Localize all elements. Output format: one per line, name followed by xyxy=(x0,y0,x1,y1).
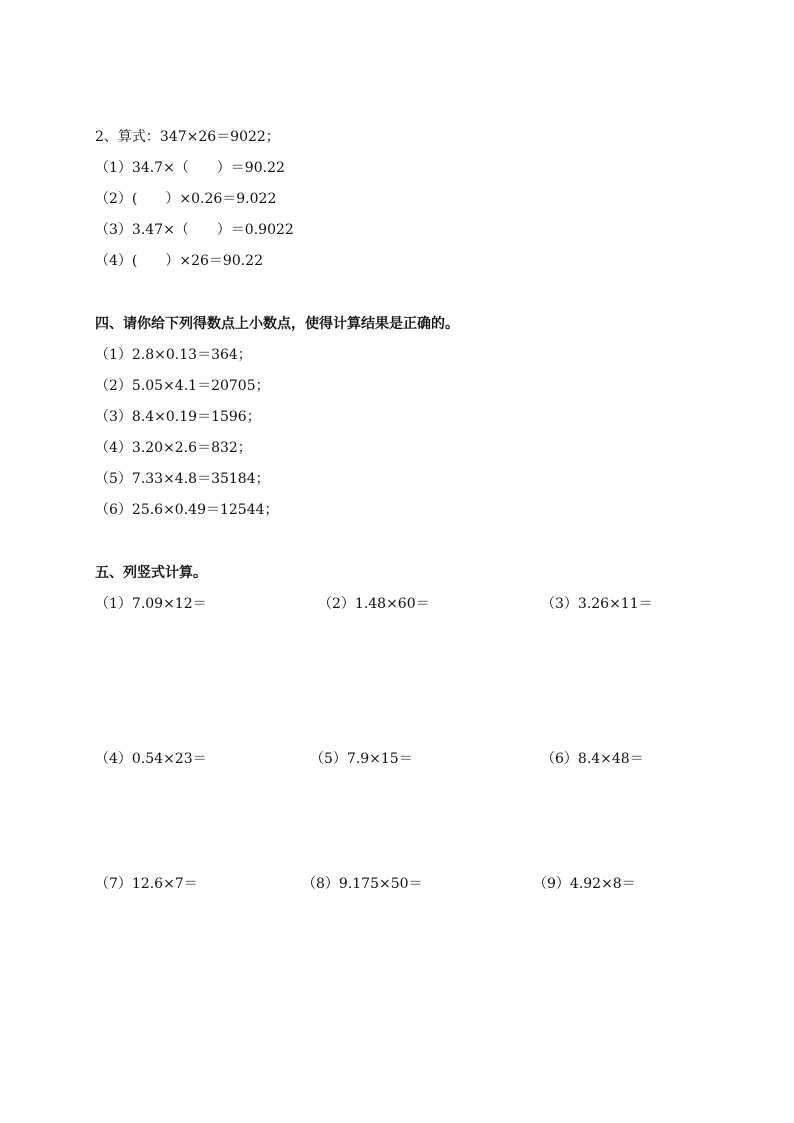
section4-item-3: （3）8.4×0.19＝1596； xyxy=(95,409,261,425)
section2-item-1: （1）34.7×（ ）＝90.22 xyxy=(95,160,285,176)
section4-item-5: （5）7.33×4.8＝35184； xyxy=(95,471,270,487)
section4-item-6: （6）25.6×0.49＝12544； xyxy=(95,502,279,518)
section4-item-1: （1）2.8×0.13＝364； xyxy=(95,347,252,363)
section5-problem-2: （2）1.48×60＝ xyxy=(318,596,430,612)
section5-problem-4: （4）0.54×23＝ xyxy=(95,751,207,767)
section2-item-3: （3）3.47×（ ）＝0.9022 xyxy=(95,222,294,238)
section5-problem-6: （6）8.4×48＝ xyxy=(541,751,644,767)
section4-item-2: （2）5.05×4.1＝20705； xyxy=(95,378,270,394)
section4-title: 四、请你给下列得数点上小数点，使得计算结果是正确的。 xyxy=(95,316,459,332)
section5-problem-7: （7）12.6×7＝ xyxy=(95,876,198,892)
section5-title: 五、列竖式计算。 xyxy=(95,565,207,581)
section5-problem-8: （8）9.175×50＝ xyxy=(302,876,423,892)
section4-item-4: （4）3.20×2.6＝832； xyxy=(95,440,252,456)
section2-item-4: （4）( ）×26＝90.22 xyxy=(95,253,263,269)
section5-problem-1: （1）7.09×12＝ xyxy=(95,596,207,612)
section5-problem-9: （9）4.92×8＝ xyxy=(533,876,636,892)
section2-title: 2、算式：347×26＝9022； xyxy=(95,129,280,145)
section2-item-2: （2）( ）×0.26＝9.022 xyxy=(95,191,277,207)
section5-problem-3: （3）3.26×11＝ xyxy=(541,596,653,612)
section5-problem-5: （5）7.9×15＝ xyxy=(310,751,413,767)
